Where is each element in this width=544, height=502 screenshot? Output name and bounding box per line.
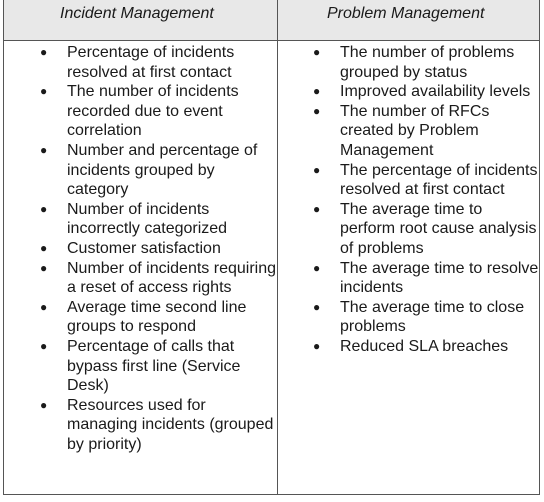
- list-item-text: The number of incidents recorded due to event correlation: [67, 83, 239, 140]
- list-item-text: Average time second line groups to respond: [67, 298, 247, 336]
- bullet-icon: ●: [40, 260, 48, 275]
- list-item-text: Number of incidents incorrectly categorized: [67, 200, 228, 238]
- bullet-icon: ●: [313, 299, 321, 314]
- list-item-text: Improved availability levels: [340, 83, 531, 101]
- list-item: [40, 337, 277, 396]
- list-item: [40, 259, 277, 298]
- header-incident-management: Incident Management: [60, 5, 214, 22]
- table-header-row: [4, 0, 539, 41]
- list-item: [313, 82, 540, 102]
- bullet-icon: ●: [313, 260, 321, 275]
- bullet-icon: ●: [40, 45, 48, 59]
- bullet-icon: ●: [40, 201, 48, 216]
- list-item-text: Resources used for managing incidents (grouped by priority): [67, 396, 274, 453]
- bullet-icon: ●: [313, 84, 321, 99]
- bullet-icon: ●: [40, 338, 48, 353]
- bullet-icon: ●: [40, 240, 48, 255]
- list-item: [313, 161, 540, 200]
- list-item-text: The average time to resolve incidents: [340, 259, 539, 297]
- list-item: [40, 43, 277, 82]
- bullet-icon: ●: [313, 201, 321, 216]
- kpi-comparison-table: [3, 0, 540, 495]
- list-item-text: Number and percentage of incidents grouped by category: [67, 141, 258, 199]
- list-item-text: Reduced SLA breaches: [340, 337, 509, 355]
- bullet-icon: ●: [40, 299, 48, 314]
- bullet-icon: ●: [313, 103, 321, 118]
- list-item: [313, 102, 540, 161]
- list-item: [313, 337, 540, 357]
- bullet-icon: ●: [313, 45, 321, 59]
- list-item-text: The average time to perform root cause analysis of problems: [340, 200, 537, 257]
- header-problem-management: Problem Management: [327, 5, 485, 22]
- list-item: [40, 200, 277, 239]
- list-item: [40, 396, 277, 455]
- bullet-icon: ●: [40, 84, 48, 99]
- list-item: [313, 259, 540, 298]
- list-item-text: Percentage of incidents resolved at first contact: [67, 44, 235, 81]
- list-item: [313, 43, 540, 82]
- list-item: [313, 200, 540, 259]
- bullet-icon: ●: [313, 162, 321, 177]
- list-item: [40, 239, 277, 259]
- list-item: [40, 141, 277, 200]
- list-item: [40, 82, 277, 141]
- list-item-text: The number of problems grouped by status: [340, 44, 515, 81]
- list-item-text: The percentage of incidents resolved at first contact: [340, 161, 538, 199]
- list-item-text: The number of RFCs created by Problem Management: [340, 102, 490, 159]
- list-item: [313, 298, 540, 337]
- column-divider: [277, 0, 278, 494]
- bullet-icon: ●: [40, 142, 48, 157]
- bullet-icon: ●: [313, 338, 321, 353]
- problem-kpi-list: [313, 43, 540, 357]
- incident-kpi-list: [40, 43, 277, 454]
- list-item-text: The average time to close problems: [340, 298, 525, 336]
- bullet-icon: ●: [40, 397, 48, 412]
- list-item: [40, 298, 277, 337]
- list-item-text: Percentage of calls that bypass first line (Service Desk): [67, 337, 241, 395]
- list-item-text: Customer satisfaction: [67, 239, 221, 257]
- list-item-text: Number of incidents requiring a reset of access rights: [67, 259, 276, 297]
